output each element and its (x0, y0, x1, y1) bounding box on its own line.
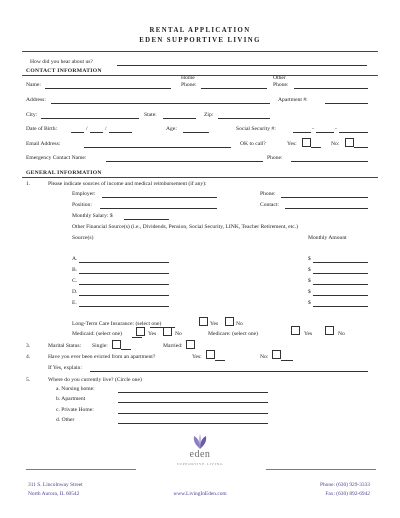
footer-phone: Phone: (630) 929-3333 (319, 482, 370, 488)
apartment-field[interactable] (325, 103, 368, 104)
evicted-label: Have you ever been evicted from an apartment? (48, 354, 156, 360)
medicaid-label: Medicaid: (select one) (72, 331, 123, 337)
married-label: Married: (163, 343, 183, 349)
medicare-yes-label: Yes (304, 331, 313, 337)
position-field[interactable] (100, 208, 217, 209)
ltc-label: Long-Term Care Insurance: (select one) (72, 321, 162, 327)
home-phone-field[interactable] (201, 88, 267, 89)
source-letter-e: E. (72, 300, 77, 306)
footer-website-link[interactable]: www.LivingInEden.com (173, 491, 227, 497)
apartment-label: Apartment #: (278, 97, 308, 103)
source-field-a[interactable] (79, 262, 169, 263)
ssn-part-1[interactable] (293, 132, 311, 133)
zip-field[interactable] (218, 118, 270, 119)
amount-dollar-b: $ (308, 267, 311, 273)
email-label: Email Address: (26, 141, 61, 147)
q4-number: 4. (26, 354, 31, 360)
dob-sep-1: / (86, 126, 88, 132)
q3-number: 3. (26, 343, 31, 349)
other-phone-field[interactable] (294, 88, 368, 89)
medicaid-no-checkbox[interactable] (163, 327, 172, 336)
source-field-d[interactable] (79, 295, 169, 296)
address-field[interactable] (51, 103, 270, 104)
evicted-no-line (281, 360, 293, 361)
ok-call-no-checkbox[interactable] (345, 138, 354, 147)
address-label: Address: (26, 97, 46, 103)
home-label: Home (181, 75, 195, 81)
ltc-yes-label: Yes (210, 321, 219, 327)
if-yes-field[interactable] (90, 371, 368, 372)
ssn-part-3[interactable] (339, 132, 368, 133)
ok-call-no-label: No: (331, 141, 340, 147)
medicaid-no-label: No (175, 331, 182, 337)
employer-field[interactable] (102, 197, 217, 198)
if-yes-label: If Yes, explain: (48, 365, 82, 371)
amount-field-b[interactable] (313, 273, 368, 274)
source-letter-c: C. (72, 278, 78, 284)
form-subtitle: EDEN SUPPORTIVE LIVING (139, 37, 261, 44)
employer-phone-label: Phone: (260, 191, 276, 197)
dob-sep-2: / (105, 126, 107, 132)
contact-label: Contact: (260, 202, 279, 208)
amount-dollar-e: $ (308, 300, 311, 306)
logo-subtitle: SUPPORTIVE LIVING (176, 462, 224, 466)
ssn-part-2[interactable] (316, 132, 334, 133)
leaf-logo-icon (190, 433, 210, 450)
monthly-amount-header: Monthly Amount (308, 235, 347, 241)
dob-year-field[interactable] (109, 132, 132, 133)
live-option-d[interactable]: d. Other (56, 417, 75, 423)
ok-call-label: OK to call? (240, 141, 266, 147)
single-line (121, 349, 131, 350)
ltc-yes-checkbox[interactable] (199, 317, 208, 326)
live-field-a[interactable] (118, 392, 268, 393)
ok-call-yes-label: Yes: (287, 141, 297, 147)
contact-heading: CONTACT INFORMATION (26, 68, 102, 74)
state-field[interactable] (163, 118, 196, 119)
ssn-label: Social Security #: (236, 126, 276, 132)
emergency-phone-field[interactable] (291, 161, 368, 162)
employer-phone-field[interactable] (281, 197, 368, 198)
home-phone-label: Phone: (181, 82, 197, 88)
source-field-c[interactable] (79, 284, 169, 285)
city-label: City: (26, 112, 38, 118)
general-heading: GENERAL INFORMATION (26, 170, 102, 176)
ssn-sep-2: - (335, 126, 337, 132)
evicted-yes-line (215, 360, 225, 361)
email-field[interactable] (84, 147, 231, 148)
source-field-e[interactable] (79, 306, 169, 307)
amount-field-a[interactable] (313, 262, 368, 263)
footer-rule-left (26, 469, 136, 470)
emergency-phone-label: Phone: (267, 155, 283, 161)
source-letter-b: B. (72, 267, 78, 273)
source-letter-d: D. (72, 289, 78, 295)
position-label: Position: (72, 202, 92, 208)
general-rule (22, 177, 378, 178)
other-financial-label: Other Financial Source(s) (i.e., Dividends, Pension, Social Security, LINK, Teacher Retirement, etc.) (72, 224, 298, 230)
q1-number: 1. (26, 181, 31, 187)
emergency-label: Emergency Contact Name: (26, 155, 87, 161)
live-field-c[interactable] (118, 413, 268, 414)
name-label: Name: (26, 82, 41, 88)
monthly-salary-label: Monthly Salary: $ (72, 213, 113, 219)
amount-field-d[interactable] (313, 295, 368, 296)
zip-label: Zip: (204, 112, 214, 118)
monthly-salary-field[interactable] (124, 219, 169, 220)
footer-rule-right (266, 469, 376, 470)
dob-month-field[interactable] (71, 132, 84, 133)
age-label: Age: (166, 126, 177, 132)
amount-dollar-a: $ (308, 256, 311, 262)
married-checkbox[interactable] (186, 340, 195, 349)
single-checkbox[interactable] (112, 340, 121, 349)
ok-call-yes-checkbox[interactable] (302, 138, 311, 147)
form-title: RENTAL APPLICATION (149, 27, 251, 34)
live-field-b[interactable] (118, 402, 268, 403)
medicaid-line (132, 337, 142, 338)
medicaid-yes-checkbox[interactable] (136, 327, 145, 336)
ok-call-no-line (354, 147, 368, 148)
contact-field[interactable] (285, 208, 368, 209)
medicare-yes-checkbox[interactable] (291, 326, 300, 335)
live-option-b[interactable]: b. Apartment (56, 396, 86, 402)
amount-field-c[interactable] (313, 284, 368, 285)
sources-header: Source(s) (72, 235, 94, 241)
q1-text: Please indicate sources of income and medical reimbursement (if any): (48, 181, 207, 187)
live-option-c[interactable]: c. Private Home: (56, 407, 94, 413)
marital-label: Marital Status: (48, 343, 82, 349)
evicted-yes-label: Yes: (192, 354, 202, 360)
footer-street: 311 S. Lincolnway Street (28, 482, 83, 488)
medicare-label: Medicare: (select one) (208, 331, 259, 337)
dob-label: Date of Birth: (26, 126, 58, 132)
ok-call-yes-line (311, 147, 321, 148)
source-letter-a: A. (72, 256, 78, 262)
ltc-no-label: No (236, 321, 243, 327)
live-option-a[interactable]: a. Nursing home: (56, 386, 95, 392)
state-label: State: (144, 112, 157, 118)
age-field[interactable] (183, 132, 209, 133)
source-field-b[interactable] (79, 273, 169, 274)
amount-dollar-d: $ (308, 289, 311, 295)
emergency-name-field[interactable] (106, 161, 263, 162)
amount-field-e[interactable] (313, 306, 368, 307)
logo-name: eden (189, 449, 211, 460)
evicted-yes-checkbox[interactable] (206, 350, 215, 359)
evicted-no-checkbox[interactable] (272, 350, 281, 359)
other-phone-label: Phone: (273, 82, 289, 88)
header-rule (22, 51, 378, 52)
medicare-no-checkbox[interactable] (325, 326, 334, 335)
q5-number: 5. (26, 377, 31, 383)
evicted-no-label: No: (260, 354, 269, 360)
ltc-no-checkbox[interactable] (225, 317, 234, 326)
how-heard-label: How did you hear about us? (30, 59, 93, 65)
live-label: Where do you currently live? (Circle one) (48, 377, 142, 383)
single-label: Single: (92, 343, 108, 349)
medicaid-yes-label: Yes (148, 331, 157, 337)
footer-fax: Fax: (630) 892-6942 (325, 491, 370, 497)
name-field[interactable] (45, 88, 171, 89)
dob-day-field[interactable] (90, 132, 103, 133)
medicare-no-label: No (338, 331, 345, 337)
other-label: Other (273, 75, 286, 81)
amount-dollar-c: $ (308, 278, 311, 284)
ssn-sep-1: - (312, 126, 314, 132)
city-field[interactable] (41, 118, 139, 119)
how-heard-field[interactable] (117, 65, 367, 66)
live-field-d[interactable] (118, 423, 268, 424)
employer-label: Employer: (72, 191, 96, 197)
footer-city: North Aurora, IL 60542 (28, 491, 80, 497)
contact-rule (22, 75, 378, 76)
